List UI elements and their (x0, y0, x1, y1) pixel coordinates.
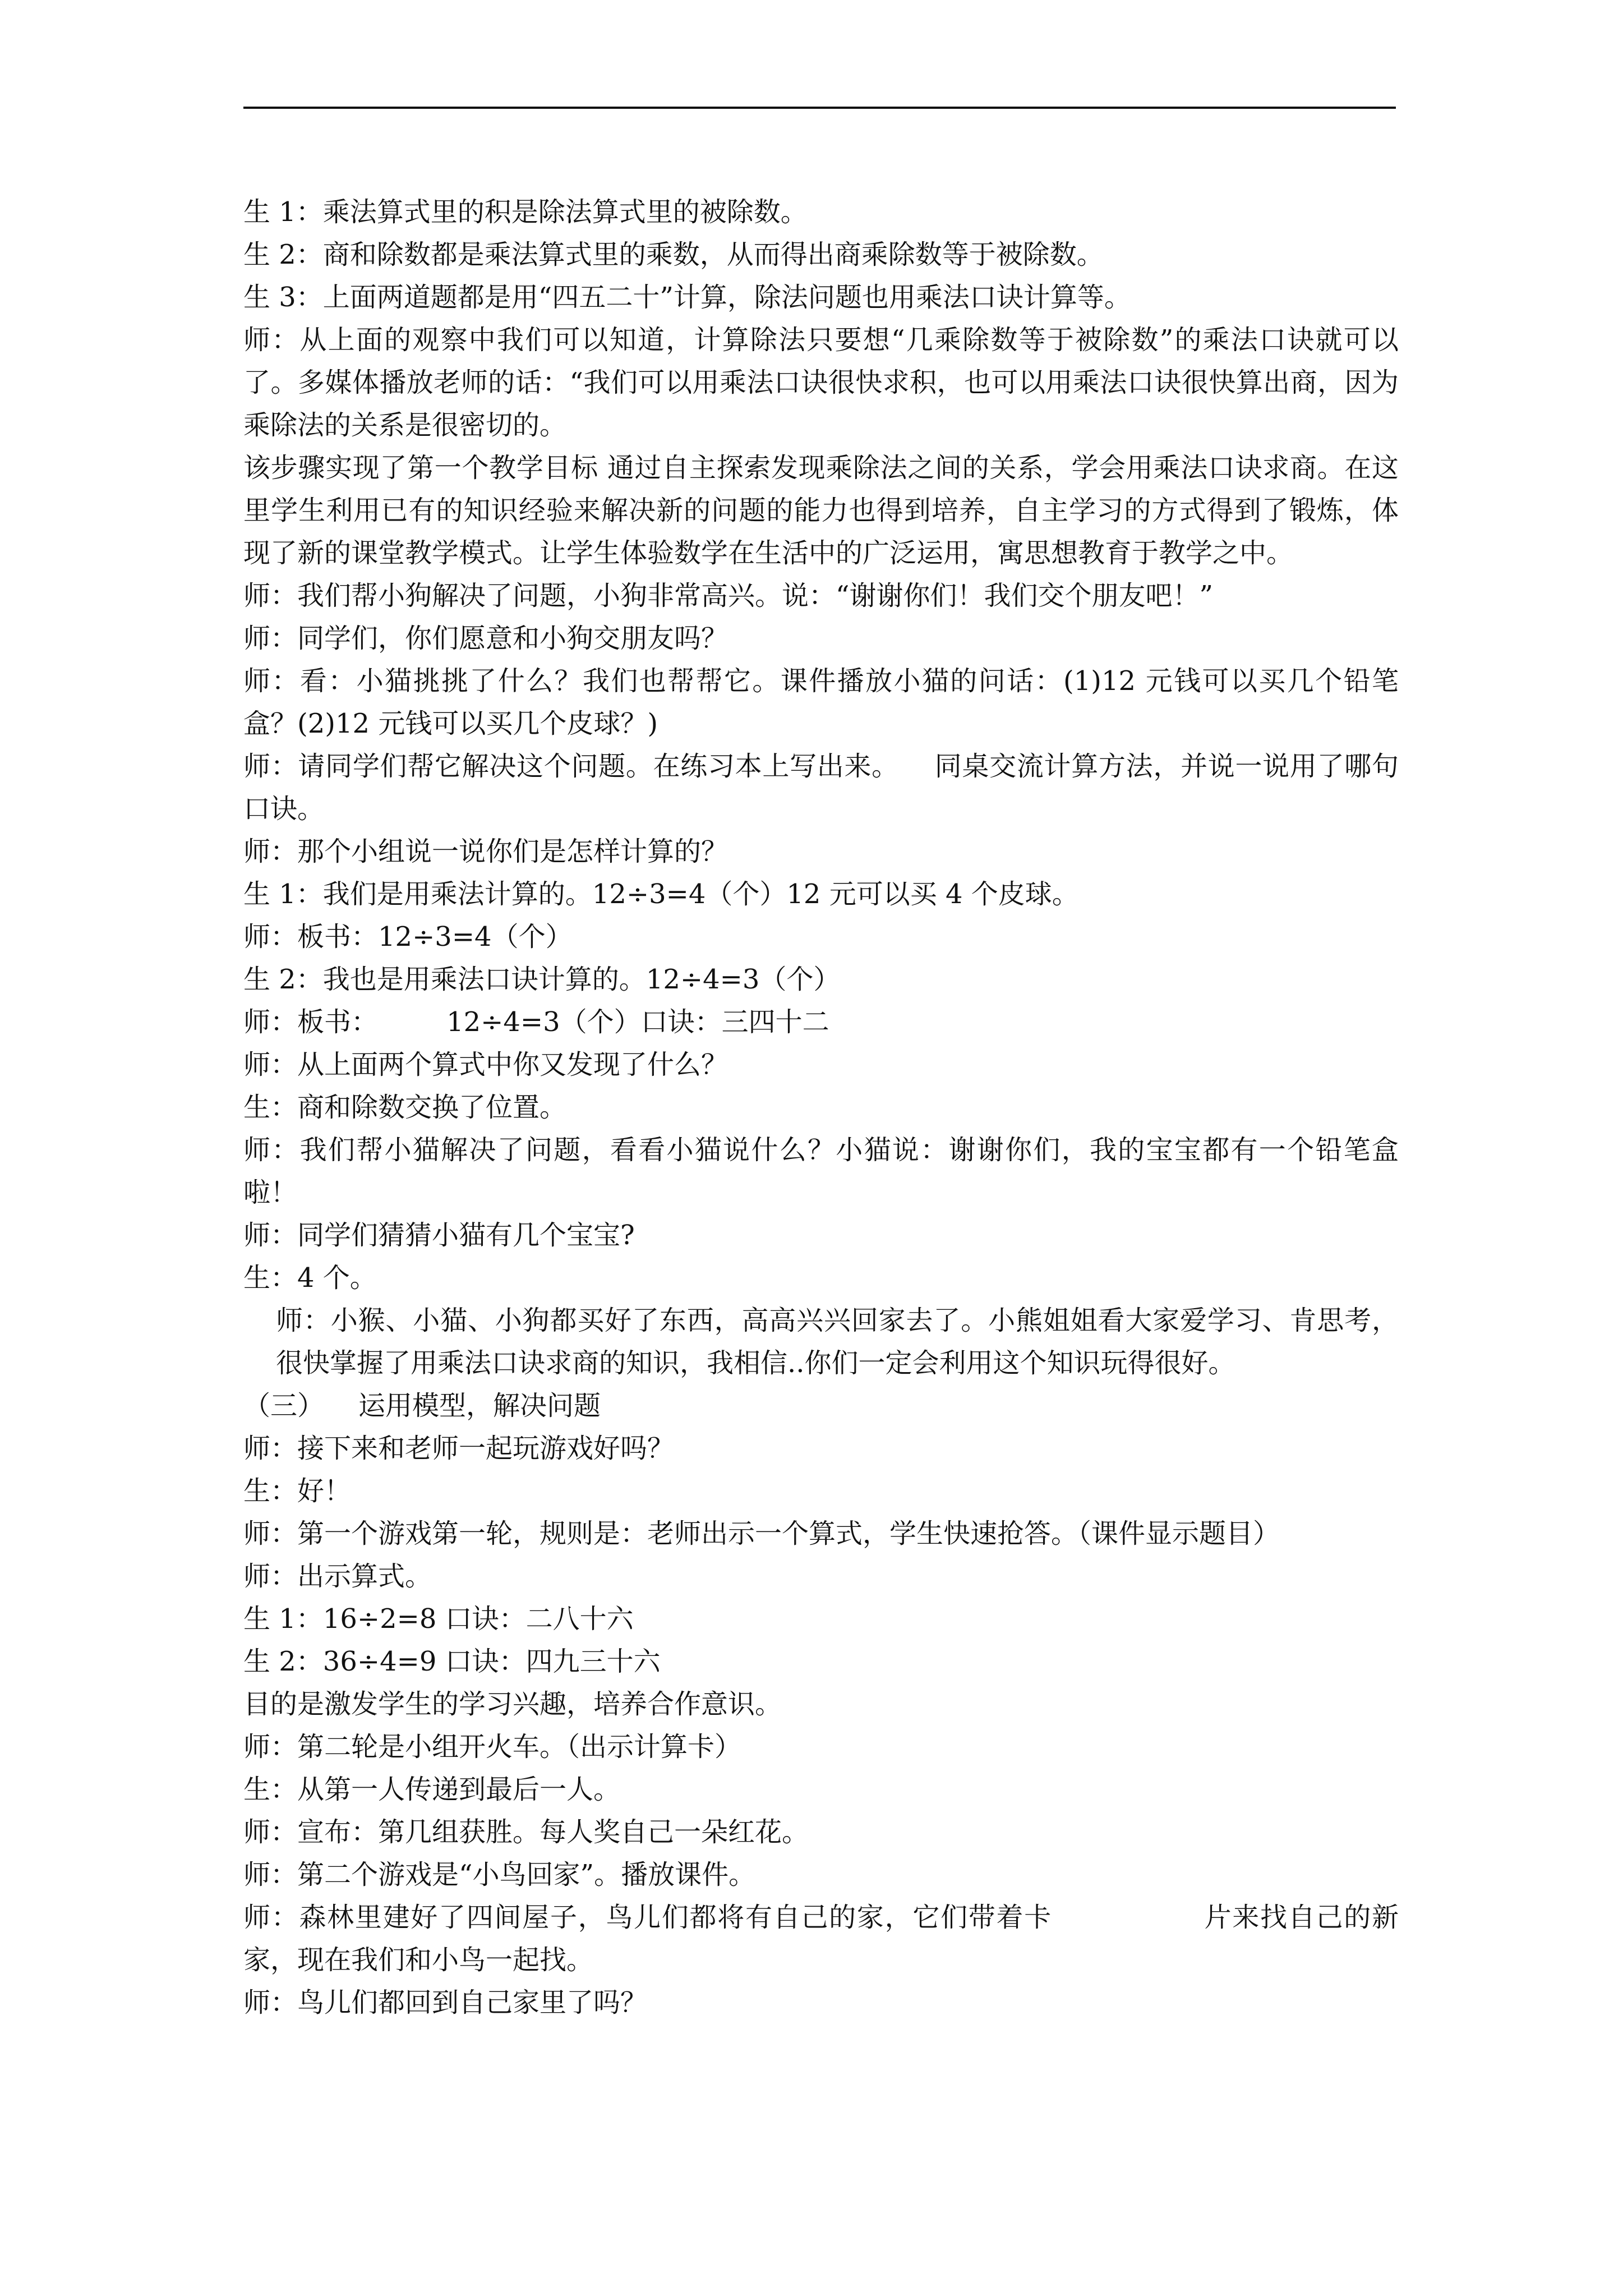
paragraph: 师：宣布：第几组获胜。每人奖自己一朵红花。 (243, 1816, 809, 1848)
paragraph: 师：第一个游戏第一轮，规则是：老师出示一个算式，学生快速抢答。（课件显示题目） (243, 1518, 1280, 1549)
paragraph: 生 2：商和除数都是乘法算式里的乘数，从而得出商乘除数等于被除数。 (243, 239, 1104, 270)
paragraph: 目的是激发学生的学习兴趣，培养合作意识。 (243, 1688, 782, 1720)
paragraph: 生 3：上面两道题都是用“四五二十”计算，除法问题也用乘法口诀计算等。 (243, 282, 1131, 313)
paragraph: 生 1：16÷2=8 口诀：二八十六 (243, 1603, 634, 1635)
paragraph: 师：我们帮小狗解决了问题，小狗非常高兴。说：“谢谢你们！我们交个朋友吧！” (243, 580, 1214, 611)
paragraph: 师：那个小组说一说你们是怎样计算的？ (243, 836, 728, 867)
section-heading: （三） 运用模型，解决问题 (243, 1390, 601, 1421)
paragraph: 生：从第一人传递到最后一人。 (243, 1774, 621, 1805)
header-rule (243, 107, 1396, 109)
paragraph: 生：好！ (243, 1475, 352, 1507)
paragraph: 生 2：36÷4=9 口诀：四九三十六 (243, 1646, 661, 1677)
paragraph: 师：看：小猫挑挑了什么？我们也帮帮它。课件播放小猫的问话：(1)12 元钱可以买几个铅笔盒？(2)12 元钱可以买几个皮球？) (243, 665, 1399, 739)
paragraph: 生 1：我们是用乘法计算的。12÷3=4（个）12 元可以买 4 个皮球。 (243, 878, 1079, 910)
paragraph: 生：商和除数交换了位置。 (243, 1092, 567, 1123)
paragraph: 师：第二轮是小组开火车。（出示计算卡） (243, 1731, 742, 1763)
paragraph: 师：森林里建好了四间屋子，鸟儿们都将有自己的家，它们带着卡 片来找自己的新家，现在我们和小鸟一起找。 (243, 1902, 1399, 1976)
paragraph: 师：板书：12÷3=4（个） (243, 921, 573, 953)
paragraph-indented: 师：小猴、小猫、小狗都买好了东西，高高兴兴回家去了。小熊姐姐看大家爱学习、肯思考，很快掌握了用乘法口诀求商的知识，我相信..你们一定会利用这个知识玩得很好。 (276, 1305, 1399, 1379)
paragraph: 师：我们帮小猫解决了问题，看看小猫说什么？小猫说：谢谢你们，我的宝宝都有一个铅笔盒啦！ (243, 1134, 1399, 1208)
paragraph: 师：同学们，你们愿意和小狗交朋友吗？ (243, 623, 728, 654)
paragraph: 师：从上面两个算式中你又发现了什么？ (243, 1049, 728, 1080)
paragraph: 生 2：我也是用乘法口诀计算的。12÷4=3（个） (243, 964, 841, 995)
paragraph: 师：鸟儿们都回到自己家里了吗？ (243, 1987, 648, 2018)
paragraph: 师：出示算式。 (243, 1561, 432, 1592)
paragraph: 该步骤实现了第一个教学目标 通过自主探索发现乘除法之间的关系，学会用乘法口诀求商。在这里学生利用已有的知识经验来解决新的问题的能力也得到培养，自主学习的方式得到了锻炼，体现了新的课堂教学模式。让学生体验数学在生活中的广泛运用，寓思想教育于教学之中。 (243, 452, 1399, 569)
paragraph: 师：同学们猜猜小猫有几个宝宝? (243, 1220, 635, 1251)
paragraph: 师：第二个游戏是“小鸟回家”。播放课件。 (243, 1859, 756, 1890)
paragraph: 师：从上面的观察中我们可以知道，计算除法只要想“几乘除数等于被除数”的乘法口诀就可以了。多媒体播放老师的话：“我们可以用乘法口诀很快求积，也可以用乘法口诀很快算出商，因为乘除法的关系是很密切的。 (243, 324, 1399, 441)
document-body (243, 191, 1399, 2024)
paragraph: 师：接下来和老师一起玩游戏好吗？ (243, 1433, 675, 1464)
paragraph: 生 1：乘法算式里的积是除法算式里的被除数。 (243, 196, 808, 228)
paragraph: 生：4 个。 (243, 1262, 377, 1294)
paragraph: 师：请同学们帮它解决这个问题。在练习本上写出来。 同桌交流计算方法，并说一说用了哪句口诀。 (243, 751, 1399, 825)
paragraph: 师：板书： 12÷4=3（个）口诀：三四十二 (243, 1006, 829, 1038)
